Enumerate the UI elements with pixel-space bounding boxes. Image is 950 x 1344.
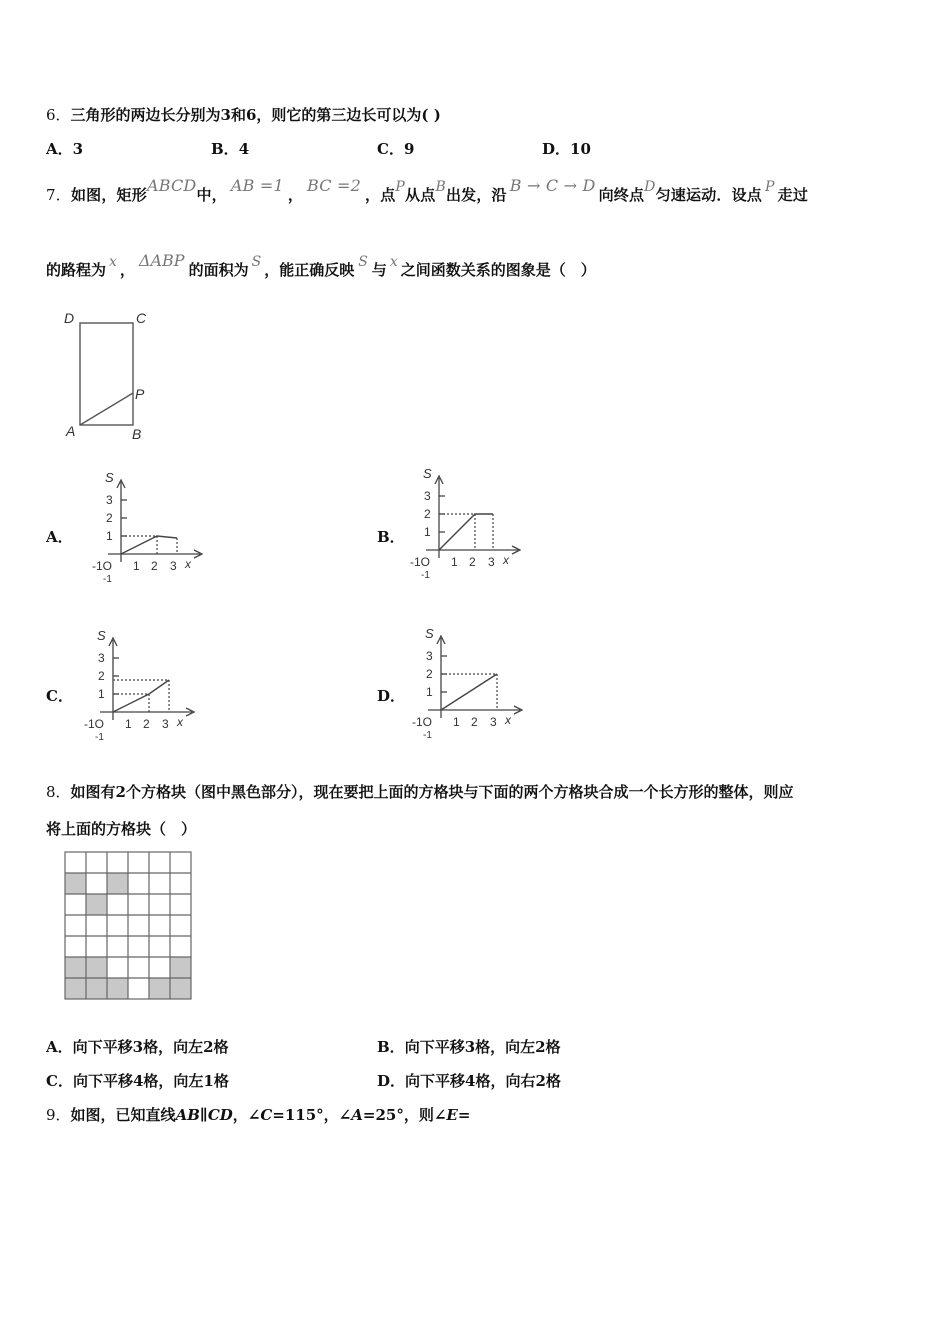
svg-text:1: 1: [453, 715, 460, 729]
svg-text:-1: -1: [423, 730, 432, 741]
graph-option-d-label[interactable]: D．: [377, 687, 406, 705]
math-triangle: ΔABP: [138, 251, 185, 270]
math-abcd: ABCD: [146, 176, 197, 195]
graph-a-curve: [121, 536, 177, 554]
graph-b-curve: [439, 514, 493, 550]
q8-option-c[interactable]: C．向下平移4格，向左1格: [46, 1072, 229, 1090]
question-7-line-1: 7．如图，矩形ABCD中， AB =1 ， BC =2 ，点P从点B出发，沿 B → C → D 向终点D匀速运动．设点 P 走过: [46, 176, 809, 204]
q6-option-a[interactable]: A．3: [46, 140, 84, 158]
svg-text:1: 1: [424, 525, 431, 539]
svg-text:2: 2: [424, 507, 431, 521]
svg-text:2: 2: [151, 559, 158, 573]
svg-text:x: x: [177, 715, 183, 729]
graph-c[interactable]: [80, 628, 195, 743]
svg-text:S: S: [423, 466, 432, 481]
question-text: 三角形的两边长分别为3和6，则它的第三边长可以为( ): [70, 106, 441, 124]
q6-option-b[interactable]: B．4: [211, 140, 250, 158]
question-number: 6．: [46, 106, 71, 124]
graph-option-a-label[interactable]: A．: [46, 528, 73, 546]
svg-text:3: 3: [424, 489, 431, 503]
graph-option-b-label[interactable]: B．: [377, 528, 405, 546]
q6-option-d[interactable]: D．10: [542, 140, 591, 158]
math-path: B → C → D: [509, 176, 596, 195]
svg-text:2: 2: [98, 669, 105, 683]
svg-text:3: 3: [490, 715, 497, 729]
svg-text:1: 1: [125, 717, 132, 731]
svg-text:S: S: [425, 626, 434, 641]
svg-text:1: 1: [426, 685, 433, 699]
svg-text:3: 3: [426, 649, 433, 663]
math-bc: BC =2: [307, 176, 362, 195]
svg-text:1: 1: [98, 687, 105, 701]
question-6: [46, 104, 441, 125]
svg-text:2: 2: [469, 555, 476, 569]
svg-text:S: S: [105, 470, 114, 485]
svg-text:x: x: [503, 553, 509, 567]
q6-option-c[interactable]: C．9: [377, 140, 415, 158]
label-a: A: [66, 423, 76, 439]
question-7-line-2: 的路程为 x ， ΔABP 的面积为 S ，能正确反映 S 与 x 之间函数关系的图象是（ ）: [46, 251, 596, 279]
graph-b[interactable]: [406, 466, 521, 581]
svg-text:x: x: [505, 713, 511, 727]
question-9: 9．如图，已知直线AB∥CD，∠C=115°，∠A=25°，则∠E=: [46, 1106, 471, 1124]
q8-option-a[interactable]: A．向下平移3格，向左2格: [46, 1038, 229, 1056]
svg-text:1: 1: [451, 555, 458, 569]
q8-option-d[interactable]: D．向下平移4格，向右2格: [377, 1072, 561, 1090]
svg-text:3: 3: [106, 493, 113, 507]
graph-a[interactable]: [88, 470, 203, 585]
q8-option-b[interactable]: B．向下平移3格，向左2格: [377, 1038, 561, 1056]
svg-text:3: 3: [170, 559, 177, 573]
svg-text:-1: -1: [95, 732, 104, 743]
math-ab: AB =1: [230, 176, 284, 195]
svg-text:2: 2: [143, 717, 150, 731]
label-b: B: [132, 426, 142, 442]
svg-text:x: x: [185, 557, 191, 571]
label-c: C: [136, 310, 147, 326]
rectangle-figure: [60, 306, 160, 446]
graph-d[interactable]: [408, 626, 523, 741]
svg-text:-1O: -1O: [92, 559, 113, 573]
svg-text:-1O: -1O: [84, 717, 105, 731]
grid-figure: [62, 848, 196, 1002]
graph-c-curve: [113, 680, 169, 712]
graph-option-c-label[interactable]: C．: [46, 687, 73, 705]
svg-text:3: 3: [98, 651, 105, 665]
svg-text:2: 2: [426, 667, 433, 681]
svg-text:3: 3: [488, 555, 495, 569]
svg-text:1: 1: [133, 559, 140, 573]
question-8-line-1: 8．如图有2个方格块（图中黑色部分），现在要把上面的方格块与下面的两个方格块合成一个长方形的整体，则应: [46, 783, 794, 801]
svg-text:1: 1: [106, 529, 113, 543]
svg-text:-1O: -1O: [410, 555, 431, 569]
svg-text:2: 2: [106, 511, 113, 525]
label-p: P: [135, 386, 145, 402]
svg-text:-1: -1: [103, 574, 112, 585]
svg-text:2: 2: [471, 715, 478, 729]
svg-text:3: 3: [162, 717, 169, 731]
label-d: D: [64, 310, 75, 326]
question-8-line-2: 将上面的方格块（ ）: [46, 820, 197, 838]
svg-text:-1: -1: [421, 570, 430, 581]
graph-d-curve: [441, 674, 497, 710]
svg-text:S: S: [97, 628, 106, 643]
svg-text:-1O: -1O: [412, 715, 433, 729]
